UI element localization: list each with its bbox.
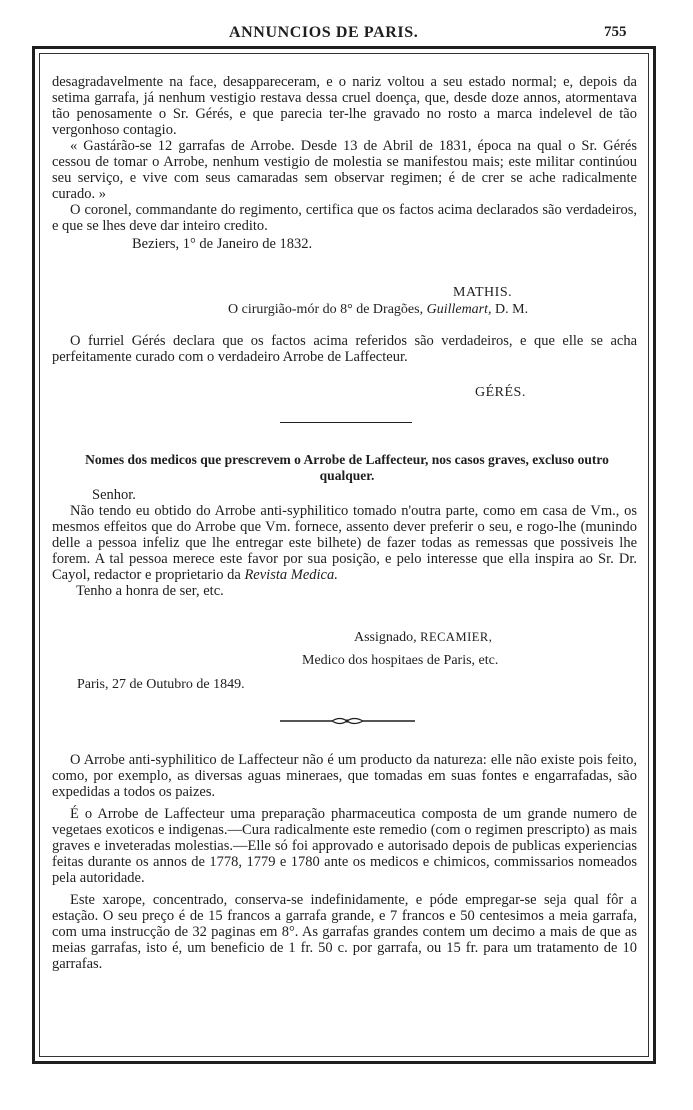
- section-heading: Nomes dos medicos que prescrevem o Arrobe de Laffecteur, nos casos graves, excluso outro qualquer.: [85, 452, 609, 483]
- signature-mathis: MATHIS.: [453, 285, 513, 300]
- testimonial-paragraph: O coronel, commandante do regimento, certifica que os factos acima declarados são verdadeiros, e que se lhes deve dar inteiro credito.: [52, 202, 637, 234]
- price-paragraph: Este xarope, concentrado, conserva-se indefinidamente, e póde empregar-se seja qual fôr a estação. O seu preço é de 15 francos a garrafa grande, e 7 francos e 50 centesimos a meia garrafa, com uma instrucção de 32 paginas em 8°. As garrafas grandes contem um decimo a mais de que as meias garrafas, isto é, um beneficio de 1 fr. 50 c. por garrafa, ou 15 fr. para um tratamento de 10 garrafas.: [52, 892, 637, 972]
- signed-prefix: Assignado,: [354, 630, 417, 645]
- surgeon-title: O cirurgião-mór do 8° de Dragões,: [228, 302, 424, 317]
- testimonial-block: [52, 74, 637, 252]
- surgeon-attestation: [228, 302, 528, 318]
- product-description: [52, 752, 637, 972]
- letter-text: Não tendo eu obtido do Arrobe anti-syphilitico tomado n'outra parte, como em casa de Vm., os mesmos effeitos que do Arrobe que Vm. fornece, assento dever preferir o seu, e rogo-lhe (munindo delle a pessoa infeliz que lhe entregar este bilhete) de fazer todas as remessas que possiveis lhe forem. A tal pessoa merece este favor por sua posição, e pelo interesse que ella inspira ao Sr. Dr. Cayol, redactor e proprietario da: [52, 503, 637, 583]
- signer-role: Medico dos hospitaes de Paris, etc.: [302, 653, 499, 668]
- letter-place-date: Paris, 27 de Outubro de 1849.: [77, 677, 245, 692]
- testimonial-paragraph: desagradavelmente na face, desappareceram, e o nariz voltou a seu estado normal; e, depois da setima garrafa, já nenhum vestigio restava dessa cruel doença, que, desde doze annos, atormentava tão penosamente o Sr. Gérés, e que parecia ter-lhe gravado no rosto a marca indelevel de tão vergonhoso contagio.: [52, 74, 637, 138]
- ornamental-divider: [280, 716, 415, 726]
- surgeon-name: Guillemart,: [426, 302, 492, 317]
- letter-closing: Tenho a honra de ser, etc.: [76, 583, 224, 599]
- signature-geres: GÉRÉS.: [475, 385, 526, 400]
- section-divider: [280, 422, 412, 423]
- description-paragraph: O Arrobe anti-syphilitico de Laffecteur não é um producto da natureza: elle não existe pois feito, como, por exemplo, as diversas aguas mineraes, que tomadas em suas fontes e engarrafadas, são expedidas a todos os paizes.: [52, 752, 637, 800]
- surgeon-degree: D. M.: [495, 302, 529, 317]
- page-number: 755: [604, 24, 627, 40]
- letter-body: [52, 503, 637, 583]
- furriel-declaration: [52, 333, 637, 365]
- salutation: Senhor.: [92, 487, 136, 503]
- page-header: [0, 24, 693, 46]
- doctors-section: [58, 452, 636, 483]
- signed-line: [354, 630, 492, 646]
- running-title: ANNUNCIOS DE PARIS.: [229, 24, 419, 41]
- place-date: Beziers, 1° de Janeiro de 1832.: [132, 236, 313, 252]
- doctor-letter: [52, 487, 637, 599]
- declaration-paragraph: O furriel Gérés declara que os factos acima referidos são verdadeiros, e que elle se acha perfeitamente curado com o verdadeiro Arrobe de Laffecteur.: [52, 333, 637, 365]
- signer-name: RECAMIER,: [420, 630, 493, 644]
- journal-name: Revista Medica.: [244, 567, 338, 583]
- description-paragraph: É o Arrobe de Laffecteur uma preparação pharmaceutica composta de um grande numero de vegetaes exoticos e indigenas.—Cura radicalmente este remedio (com o regimen prescripto) as mais graves e inveteradas molestias.—Elle só foi approvado e autorisado depois de publicas experiencias feitas durante os annos de 1778, 1779 e 1780 ante os medicos e chimicos, commissarios nomeados pela autoridade.: [52, 806, 637, 886]
- testimonial-paragraph: « Gastárão-se 12 garrafas de Arrobe. Desde 13 de Abril de 1831, época na qual o Sr. Gérés cessou de tomar o Arrobe, nenhum vestigio de molestia se manifestou mais; este militar continúou seu serviço, e vive com seus camaradas sem observar regimen; é de crer se ache radicalmente curado. »: [52, 138, 637, 202]
